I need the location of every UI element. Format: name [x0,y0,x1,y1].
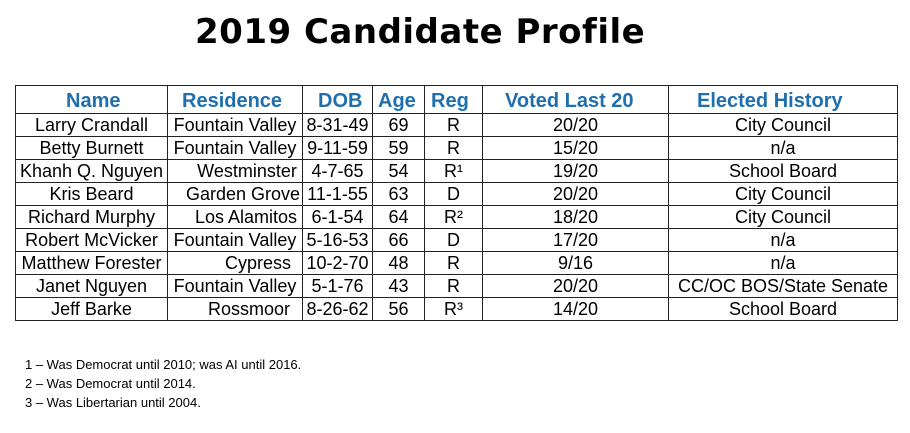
cell-age: 43 [373,275,425,298]
cell-residence: Fountain Valley [168,229,303,252]
cell-name: Robert McVicker [16,229,168,252]
cell-reg: R [425,137,483,160]
cell-residence: Garden Grove [168,183,303,206]
cell-dob: 5-1-76 [303,275,373,298]
cell-name: Betty Burnett [16,137,168,160]
header-reg: Reg [425,86,483,114]
cell-voted: 20/20 [483,275,669,298]
cell-reg: R [425,252,483,275]
table-row [16,229,898,252]
cell-name: Kris Beard [16,183,168,206]
cell-elected: City Council [669,206,898,229]
table-row [16,183,898,206]
table-row [16,252,898,275]
cell-dob: 5-16-53 [303,229,373,252]
cell-name: Janet Nguyen [16,275,168,298]
cell-elected: n/a [669,137,898,160]
cell-voted: 20/20 [483,114,669,137]
cell-voted: 9/16 [483,252,669,275]
cell-elected: School Board [669,160,898,183]
cell-elected: School Board [669,298,898,321]
header-row [16,86,898,114]
cell-name: Matthew Forester [16,252,168,275]
header-dob: DOB [303,86,373,114]
cell-reg: D [425,183,483,206]
cell-residence: Fountain Valley [168,114,303,137]
header-name: Name [16,86,168,114]
cell-elected: n/a [669,252,898,275]
footnote-3: 3 – Was Libertarian until 2004. [25,395,201,410]
cell-residence: Los Alamitos [168,206,303,229]
cell-age: 56 [373,298,425,321]
cell-dob: 9-11-59 [303,137,373,160]
table-row [16,114,898,137]
header-voted: Voted Last 20 [483,86,669,114]
cell-dob: 10-2-70 [303,252,373,275]
cell-residence: Fountain Valley [168,275,303,298]
cell-dob: 8-31-49 [303,114,373,137]
cell-reg: R [425,114,483,137]
page-title: 2019 Candidate Profile [195,12,646,52]
cell-age: 48 [373,252,425,275]
cell-voted: 17/20 [483,229,669,252]
cell-elected: n/a [669,229,898,252]
cell-age: 59 [373,137,425,160]
table-row [16,160,898,183]
cell-residence: Westminster [168,160,303,183]
cell-age: 64 [373,206,425,229]
cell-voted: 18/20 [483,206,669,229]
table-row [16,298,898,321]
cell-elected: City Council [669,183,898,206]
cell-age: 66 [373,229,425,252]
cell-reg: R³ [425,298,483,321]
cell-voted: 14/20 [483,298,669,321]
cell-reg: R² [425,206,483,229]
cell-age: 69 [373,114,425,137]
table-row [16,206,898,229]
cell-residence: Rossmoor [168,298,303,321]
cell-elected: City Council [669,114,898,137]
cell-voted: 15/20 [483,137,669,160]
header-elected: Elected History [669,86,898,114]
header-residence: Residence [168,86,303,114]
cell-dob: 11-1-55 [303,183,373,206]
cell-reg: D [425,229,483,252]
cell-elected: CC/OC BOS/State Senate [669,275,898,298]
table-row [16,137,898,160]
header-age: Age [373,86,425,114]
cell-dob: 6-1-54 [303,206,373,229]
cell-name: Richard Murphy [16,206,168,229]
cell-age: 54 [373,160,425,183]
cell-residence: Cypress [168,252,303,275]
cell-voted: 20/20 [483,183,669,206]
footnotes [25,355,301,412]
cell-name: Larry Crandall [16,114,168,137]
footnote-1: 1 – Was Democrat until 2010; was AI until 2016. [25,357,302,372]
cell-reg: R¹ [425,160,483,183]
cell-name: Jeff Barke [16,298,168,321]
cell-age: 63 [373,183,425,206]
candidate-table [15,85,898,321]
cell-residence: Fountain Valley [168,137,303,160]
cell-dob: 4-7-65 [303,160,373,183]
cell-voted: 19/20 [483,160,669,183]
cell-reg: R [425,275,483,298]
table-row [16,275,898,298]
cell-dob: 8-26-62 [303,298,373,321]
footnote-2: 2 – Was Democrat until 2014. [25,376,196,391]
cell-name: Khanh Q. Nguyen [16,160,168,183]
